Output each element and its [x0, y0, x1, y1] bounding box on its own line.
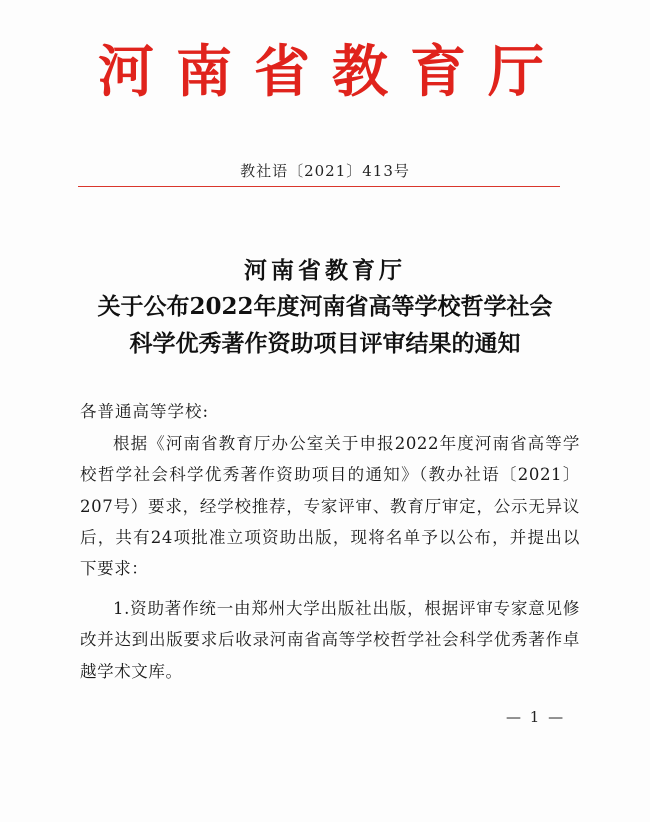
title-line-1: 河南省教育厅	[244, 257, 406, 284]
body-paragraph-2: 1.资助著作统一由郑州大学出版社出版，根据评审专家意见修改并达到出版要求后收录河南省高等学校哲学社会科学优秀著作卓越学术文库。	[80, 599, 580, 681]
body-paragraph-1: 根据《河南省教育厅办公室关于申报2022年度河南省高等学校哲学社会科学优秀著作资助项目的通知》（教办社语〔2021〕207号）要求，经学校推荐，专家评审、教育厅审定，公示无异议后，共有24项批准立项资助出版，现将名单予以公布，并提出以下要求：	[80, 434, 580, 579]
red-divider-line	[78, 186, 560, 187]
page-number: — 1 —	[506, 708, 566, 726]
document-number: 教社语〔2021〕413号	[240, 162, 410, 180]
issuer-masthead: 河南省教育厅	[98, 40, 566, 105]
title-line-2: 关于公布2022年度河南省高等学校哲学社会	[97, 293, 553, 320]
salutation: 各普通高等学校:	[80, 402, 210, 421]
title-line-3: 科学优秀著作资助项目评审结果的通知	[129, 330, 521, 357]
